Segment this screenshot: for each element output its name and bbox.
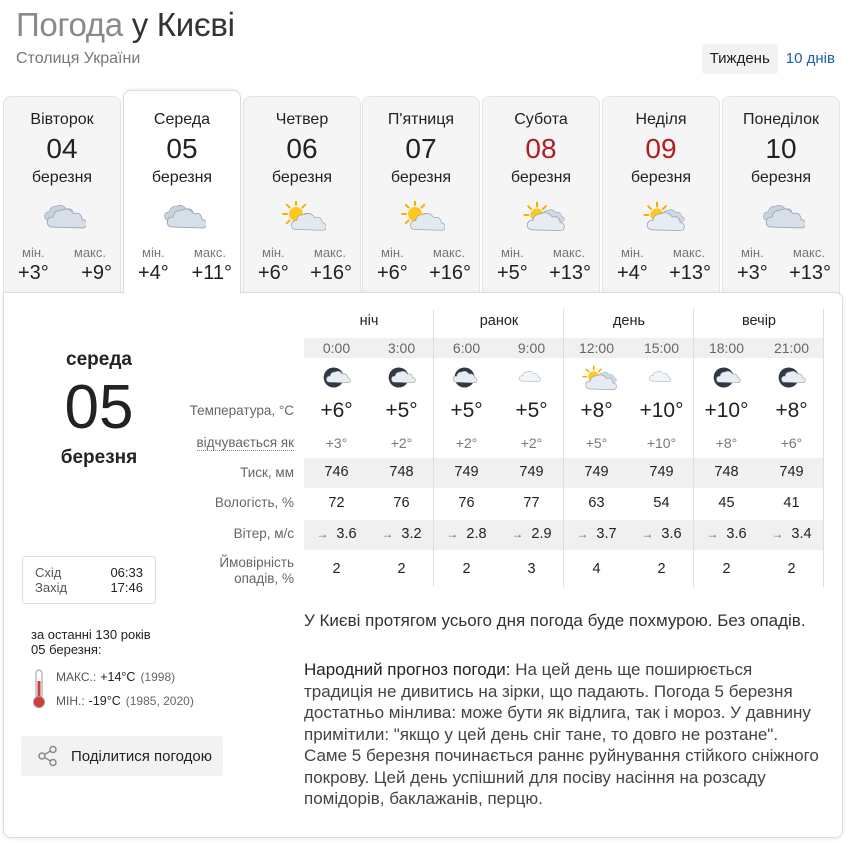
wind-direction-icon: → — [446, 527, 459, 541]
ten-days-link[interactable]: 10 днів — [785, 50, 835, 67]
partly-sunny-icon — [278, 201, 326, 237]
pressure-cell: 749 — [584, 464, 609, 480]
sunset-label: Захід — [35, 580, 68, 595]
climate-heading — [31, 627, 151, 657]
max-temp: +13° — [549, 262, 591, 284]
wind-speed: 3.6 — [726, 526, 747, 542]
page-subtitle: Столиця України — [16, 50, 141, 67]
hour-cell: 18:00 — [708, 340, 745, 356]
feels-cell: +5° — [585, 435, 608, 451]
hour-cell: 15:00 — [643, 340, 680, 356]
temp-cell: +10° — [704, 399, 749, 422]
wind-cell — [499, 526, 564, 542]
share-icon — [37, 745, 59, 767]
day-tab-number: 09 — [645, 133, 677, 164]
day-tab[interactable] — [362, 96, 480, 294]
pressure-cell: 748 — [389, 464, 414, 480]
precip-cell: 2 — [397, 561, 406, 577]
period-header: день — [612, 313, 646, 329]
period-header: ніч — [359, 313, 379, 329]
humidity-cell: 54 — [653, 495, 670, 511]
page-title — [16, 6, 235, 44]
temp-cell: +6° — [320, 399, 353, 422]
overcast-icon — [434, 365, 499, 395]
pressure-cell: 749 — [779, 464, 804, 480]
min-label: мін. — [381, 245, 404, 260]
max-temp: +16° — [310, 262, 352, 284]
min-temp: +5° — [497, 262, 528, 284]
max-label: макс. — [672, 245, 705, 260]
day-tab[interactable] — [722, 96, 840, 294]
day-tab-weekday: П'ятниця — [387, 111, 455, 128]
wind-speed: 2.9 — [531, 526, 552, 542]
period-header: вечір — [742, 313, 776, 329]
precip-cell: 2 — [657, 561, 666, 577]
feels-cell: +8° — [715, 435, 738, 451]
hour-cell: 9:00 — [517, 340, 546, 356]
day-tabs — [3, 96, 843, 294]
wind-direction-icon: → — [381, 527, 394, 541]
min-temp: +6° — [258, 262, 289, 284]
wind-direction-icon: → — [706, 527, 719, 541]
feels-cell: +2° — [520, 435, 543, 451]
day-tab-number: 07 — [405, 133, 437, 164]
climate-max-year: (1998) — [140, 670, 176, 684]
night-cloudy-icon — [694, 365, 759, 395]
wind-direction-icon: → — [511, 527, 524, 541]
precip-label — [104, 555, 294, 587]
precip-cell: 2 — [462, 561, 471, 577]
title-city: у Києві — [131, 6, 235, 43]
cloudy-icon — [158, 201, 206, 237]
max-label: макс. — [432, 245, 465, 260]
selected-day-number: 05 — [64, 373, 134, 442]
humidity-cell: 72 — [328, 495, 345, 511]
sunset-time: 17:46 — [110, 580, 143, 595]
wind-speed: 3.6 — [336, 526, 357, 542]
hour-cell: 21:00 — [773, 340, 810, 356]
humidity-cell: 76 — [393, 495, 410, 511]
cloudy-icon — [757, 201, 805, 237]
sunrise-time: 06:33 — [110, 565, 143, 580]
temp-cell: +10° — [639, 399, 684, 422]
climate-max-value: +14°C — [100, 670, 136, 684]
temp-cell: +5° — [515, 399, 548, 422]
cloud-icon — [629, 365, 694, 395]
wind-cell — [694, 526, 759, 542]
hour-cell: 3:00 — [387, 340, 416, 356]
min-label: мін. — [142, 245, 165, 260]
min-label: мін. — [621, 245, 644, 260]
day-tab-weekday: Понеділок — [742, 111, 820, 128]
min-label: мін. — [741, 245, 764, 260]
pressure-cell: 746 — [324, 464, 349, 480]
max-label: макс. — [193, 245, 226, 260]
week-button[interactable]: Тиждень — [702, 44, 778, 74]
day-tab[interactable] — [123, 90, 241, 294]
min-temp: +6° — [377, 262, 408, 284]
precip-cell: 2 — [722, 561, 731, 577]
min-temp: +3° — [737, 262, 768, 284]
precip-cell: 2 — [332, 561, 341, 577]
day-tab-month: березня — [151, 169, 213, 186]
night-cloudy-icon — [759, 365, 824, 395]
pressure-cell: 749 — [454, 464, 479, 480]
max-temp: +11° — [191, 262, 232, 284]
wind-direction-icon: → — [641, 527, 654, 541]
hour-cell: 6:00 — [452, 340, 481, 356]
tab-joint — [124, 290, 240, 295]
max-label: макс. — [313, 245, 346, 260]
pressure-cell: 748 — [714, 464, 739, 480]
folk-forecast — [304, 659, 824, 810]
title-prefix: Погода — [16, 6, 123, 43]
precip-cell: 2 — [787, 561, 796, 577]
humidity-cell: 63 — [588, 495, 605, 511]
day-tab-month: березня — [390, 169, 452, 186]
sunrise-label: Схід — [35, 565, 62, 580]
max-label: макс. — [792, 245, 825, 260]
humidity-cell: 76 — [458, 495, 475, 511]
feels-cell: +2° — [455, 435, 478, 451]
share-button[interactable] — [21, 736, 223, 776]
day-tab-number: 04 — [46, 133, 78, 164]
day-tab[interactable] — [243, 96, 361, 294]
day-tab-weekday: Субота — [514, 111, 568, 128]
night-cloudy-icon — [369, 365, 434, 395]
min-temp: +4° — [138, 262, 169, 284]
humidity-label: Вологість, % — [214, 495, 294, 510]
wind-cell — [304, 526, 369, 542]
max-temp: +13° — [669, 262, 711, 284]
day-description: У Києві протягом усього дня погода буде похмурою. Без опадів. — [304, 611, 806, 630]
wind-cell — [759, 526, 824, 542]
temp-cell: +8° — [775, 399, 808, 422]
day-tab-weekday: Неділя — [635, 111, 687, 128]
wind-direction-icon: → — [576, 527, 589, 541]
min-label: мін. — [22, 245, 45, 260]
night-cloudy-icon — [304, 365, 369, 395]
wind-speed: 3.6 — [661, 526, 682, 542]
climate-min-year: (1985, 2020) — [125, 694, 194, 708]
feels-label-text: відчувається як — [196, 435, 294, 450]
wind-direction-icon: → — [771, 527, 784, 541]
precip-label-2: опадів, % — [234, 571, 294, 586]
feels-cell: +3° — [325, 435, 348, 451]
wind-cell — [369, 526, 434, 542]
day-tab-month: березня — [750, 169, 812, 186]
pressure-cell: 749 — [649, 464, 674, 480]
day-tab-number: 10 — [765, 133, 797, 164]
min-temp: +4° — [617, 262, 648, 284]
day-tab[interactable] — [602, 96, 720, 294]
climate-min-value: -19°C — [88, 694, 121, 708]
climate-min-label: МІН.: — [56, 694, 85, 708]
max-temp: +13° — [789, 262, 831, 284]
max-temp: +16° — [429, 262, 471, 284]
sun-cloud-icon — [637, 201, 685, 237]
day-tab-month: березня — [31, 169, 93, 186]
day-tab-weekday: Вівторок — [30, 111, 94, 128]
day-tab-number: 06 — [286, 133, 318, 164]
precip-label-1: Ймовірність — [219, 555, 294, 570]
humidity-cell: 45 — [718, 495, 735, 511]
day-tab[interactable] — [482, 96, 600, 294]
min-label: мін. — [501, 245, 524, 260]
day-tab[interactable] — [3, 96, 121, 294]
precip-cell: 4 — [592, 561, 601, 577]
climate-line1: за останні 130 років — [31, 627, 151, 642]
day-tab-month: березня — [630, 169, 692, 186]
day-tab-weekday: Четвер — [275, 111, 329, 128]
wind-cell — [564, 526, 629, 542]
cloudy-icon — [38, 201, 86, 237]
sun-cloud-icon — [564, 365, 629, 395]
share-label: Поділитися погодою — [71, 747, 213, 765]
period-header: ранок — [479, 313, 519, 329]
wind-speed: 3.4 — [791, 526, 812, 542]
partly-sunny-icon — [397, 201, 445, 237]
humidity-cell: 41 — [783, 495, 800, 511]
max-label: макс. — [552, 245, 585, 260]
wind-speed: 3.7 — [596, 526, 617, 542]
climate-max-label: МАКС.: — [56, 670, 97, 684]
cloud-icon — [499, 365, 564, 395]
wind-speed: 3.2 — [401, 526, 422, 542]
period-switch — [702, 44, 837, 74]
wind-direction-icon: → — [316, 527, 329, 541]
climate-line2: 05 березня: — [31, 642, 102, 657]
thermometer-icon — [32, 669, 46, 709]
humidity-cell: 77 — [523, 495, 540, 511]
selected-day-month: березня — [60, 447, 138, 468]
feels-cell: +6° — [780, 435, 803, 451]
folk-text: На цей день ще поширюється традиція не дивитись на зірки, що падають. Погода 5 березня достатньо мінлива: може бути як відлига, так і мороз. У давнину примітили: "якщо у цей день сніг тане, то довго не розтане". Саме 5 березня починається раннє руйнування стійкого сніжного покрову. Цей день успішний для посіву насіння на розсаду помідорів, баклажанів, перцю. — [304, 660, 819, 808]
day-tab-weekday: Середа — [153, 111, 211, 128]
max-temp: +9° — [81, 262, 112, 284]
day-tab-month: березня — [510, 169, 572, 186]
max-label: макс. — [73, 245, 106, 260]
day-tab-month: березня — [271, 169, 333, 186]
feels-cell: +10° — [646, 435, 677, 451]
pressure-label: Тиск, мм — [240, 465, 294, 480]
sun-cloud-icon — [517, 201, 565, 237]
min-label: мін. — [262, 245, 285, 260]
hour-cell: 0:00 — [322, 340, 351, 356]
wind-cell — [629, 526, 694, 542]
hour-cell: 12:00 — [578, 340, 615, 356]
day-tab-number: 05 — [166, 133, 198, 164]
wind-speed: 2.8 — [466, 526, 487, 542]
folk-heading: Народний прогноз погоди: — [304, 660, 511, 679]
selected-day-name: середа — [66, 349, 132, 370]
temp-cell: +8° — [580, 399, 613, 422]
day-detail-panel — [3, 292, 843, 838]
precip-cell: 3 — [527, 561, 536, 577]
temp-cell: +5° — [450, 399, 483, 422]
day-tab-number: 08 — [525, 133, 557, 164]
temp-cell: +5° — [385, 399, 418, 422]
pressure-cell: 749 — [519, 464, 544, 480]
climate-records — [28, 665, 194, 713]
feels-label[interactable] — [104, 435, 294, 450]
wind-cell — [434, 526, 499, 542]
wind-label: Вітер, м/с — [233, 526, 294, 541]
min-temp: +3° — [18, 262, 49, 284]
temp-label: Температура, °С — [189, 403, 294, 418]
feels-cell: +2° — [390, 435, 413, 451]
